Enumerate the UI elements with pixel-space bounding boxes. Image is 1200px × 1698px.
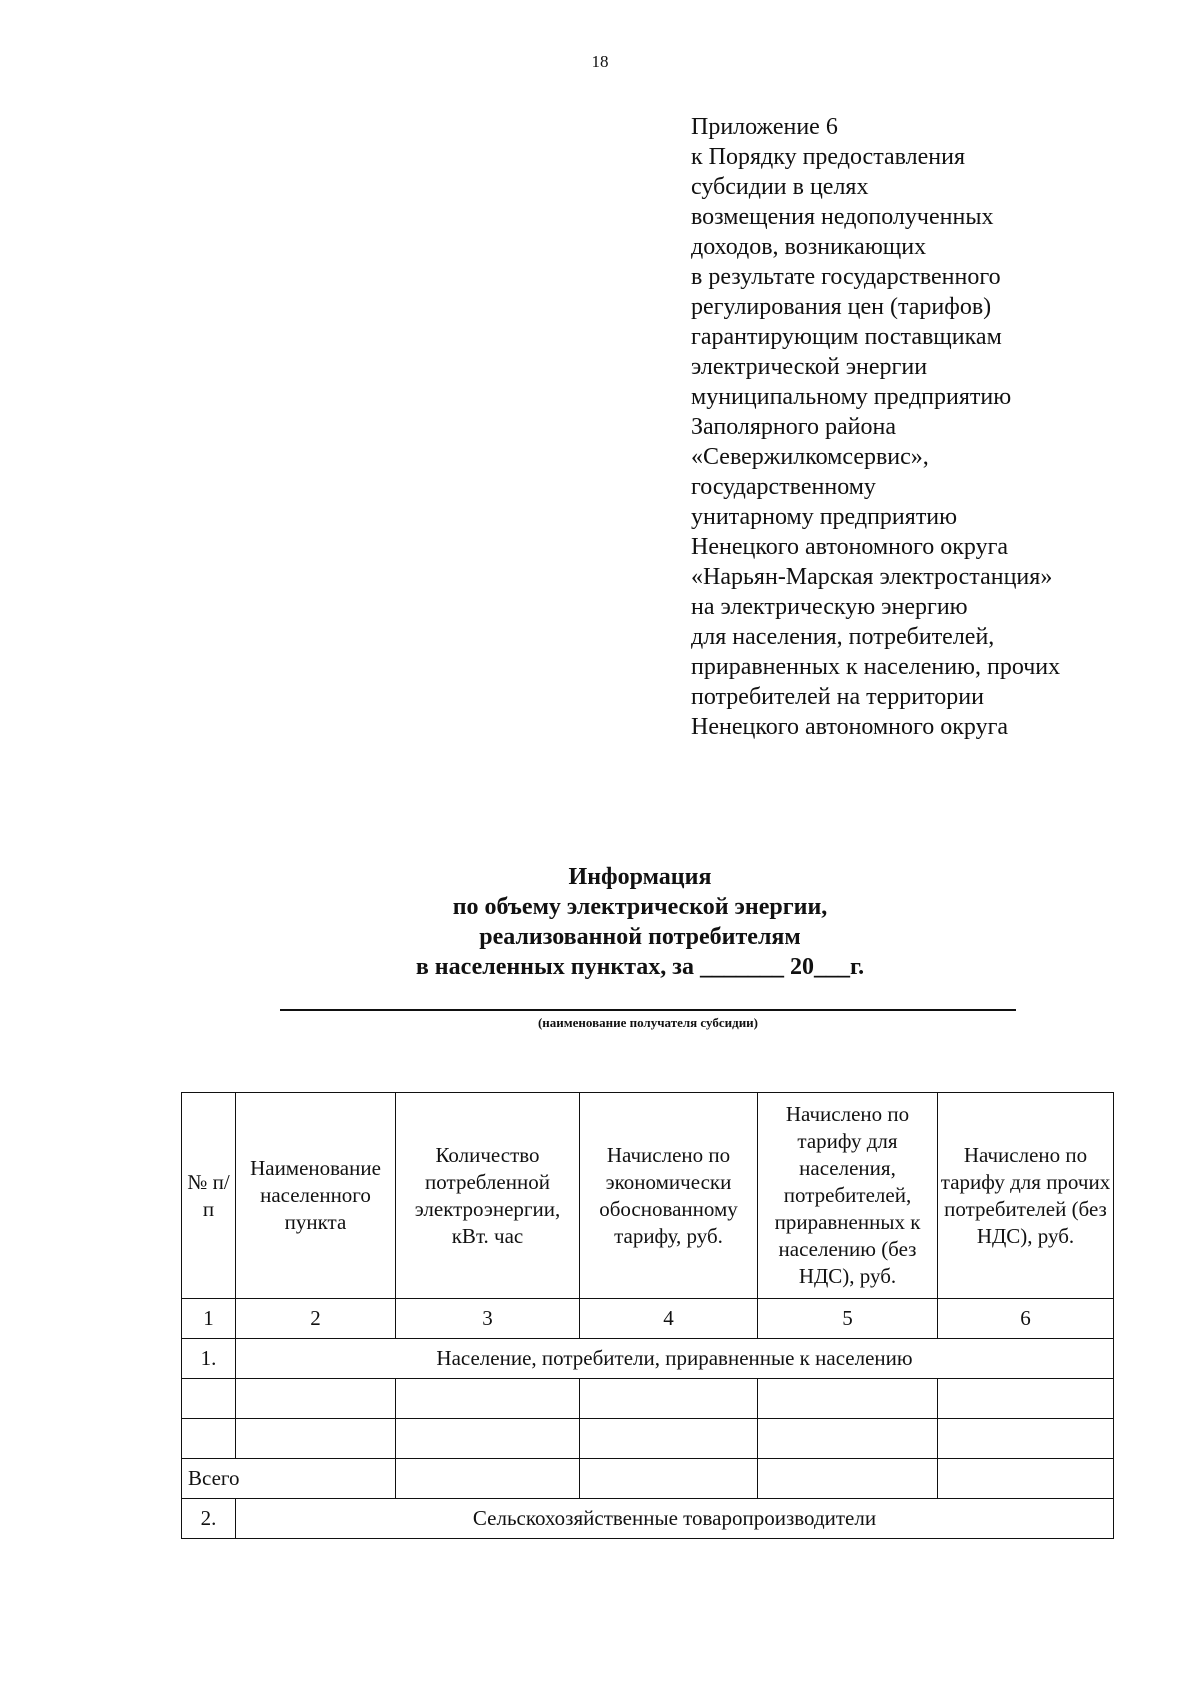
appendix-line: доходов, возникающих [691, 234, 927, 260]
section-number: 1. [182, 1339, 236, 1379]
column-number: 5 [758, 1299, 938, 1339]
table-cell [396, 1419, 580, 1459]
document-title [0, 862, 1200, 982]
appendix-line: «Нарьян-Марская электростанция» [691, 564, 1053, 590]
table-cell [396, 1379, 580, 1419]
table-cell [236, 1379, 396, 1419]
total-label: Всего [182, 1459, 396, 1499]
title-line: реализованной потребителям [479, 924, 801, 950]
title-line-period: в населенных пунктах, за _______ 20___г. [415, 954, 865, 980]
appendix-line: к Порядку предоставления [691, 144, 966, 170]
table-cell [580, 1419, 758, 1459]
column-number: 3 [396, 1299, 580, 1339]
column-header: Начислено по тарифу для населения, потребителей, приравненных к населению (без НДС), руб. [758, 1093, 938, 1299]
appendix-line: в результате государственного [691, 264, 1001, 290]
column-header: Наименование населенного пункта [236, 1093, 396, 1299]
appendix-line: унитарному предприятию [691, 504, 958, 530]
column-number-row [182, 1299, 1114, 1339]
section-number: 2. [182, 1499, 236, 1539]
title-line: по объему электрической энергии, [452, 894, 828, 920]
appendix-line: для населения, потребителей, [691, 624, 995, 650]
electricity-volume-table [181, 1092, 1114, 1539]
appendix-line: гарантирующим поставщикам [691, 324, 1002, 350]
appendix-line: муниципальному предприятию [691, 384, 1012, 410]
appendix-line: Заполярного района [691, 414, 896, 440]
appendix-line: потребителей на территории [691, 684, 984, 710]
table-cell [396, 1459, 580, 1499]
table-row [182, 1419, 1114, 1459]
table-header-row [182, 1093, 1114, 1299]
appendix-line: субсидии в целях [691, 174, 869, 200]
recipient-name-line [280, 1009, 1016, 1011]
column-header: Начислено по тарифу для прочих потребителей (без НДС), руб. [938, 1093, 1114, 1299]
section-row [182, 1339, 1114, 1379]
column-header: Количество потребленной электроэнергии, кВт. час [396, 1093, 580, 1299]
table-cell [938, 1459, 1114, 1499]
table-cell [580, 1379, 758, 1419]
appendix-line: возмещения недополученных [691, 204, 994, 230]
title-line: Информация [568, 864, 712, 890]
column-header: Начислено по экономически обоснованному тарифу, руб. [580, 1093, 758, 1299]
appendix-line: на электрическую энергию [691, 594, 968, 620]
appendix-line: Приложение 6 [691, 114, 838, 140]
table-cell [580, 1459, 758, 1499]
section-row [182, 1499, 1114, 1539]
total-row [182, 1459, 1114, 1499]
column-number: 6 [938, 1299, 1114, 1339]
column-number: 2 [236, 1299, 396, 1339]
table-cell [758, 1379, 938, 1419]
appendix-line: Ненецкого автономного округа [691, 714, 1009, 740]
appendix-line: электрической энергии [691, 354, 928, 380]
table-cell [182, 1419, 236, 1459]
recipient-caption: (наименование получателя субсидии) [537, 1015, 759, 1030]
table-cell [938, 1379, 1114, 1419]
appendix-reference [691, 112, 1151, 742]
table-row [182, 1379, 1114, 1419]
section-title: Сельскохозяйственные товаропроизводители [236, 1499, 1114, 1539]
column-header: № п/п [182, 1093, 236, 1299]
table-cell [758, 1459, 938, 1499]
page-number: 18 [591, 52, 609, 71]
appendix-line: государственному [691, 474, 876, 500]
appendix-line: регулирования цен (тарифов) [691, 294, 992, 320]
appendix-line: «Севержилкомсервис», [691, 444, 929, 470]
table-cell [182, 1379, 236, 1419]
table-cell [236, 1419, 396, 1459]
appendix-line: Ненецкого автономного округа [691, 534, 1009, 560]
table-cell [758, 1419, 938, 1459]
column-number: 1 [182, 1299, 236, 1339]
appendix-line: приравненных к населению, прочих [691, 654, 1061, 680]
table-cell [938, 1419, 1114, 1459]
section-title: Население, потребители, приравненные к населению [236, 1339, 1114, 1379]
column-number: 4 [580, 1299, 758, 1339]
